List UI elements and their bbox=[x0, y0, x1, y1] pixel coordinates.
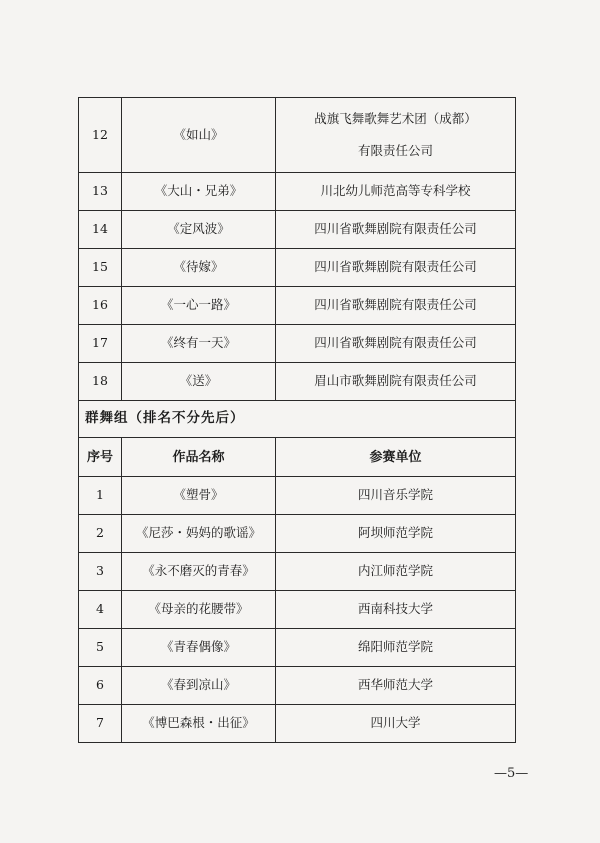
table-row bbox=[79, 667, 516, 705]
unit-line-2: 有限责任公司 bbox=[357, 143, 433, 158]
header-index: 序号 bbox=[79, 438, 122, 477]
participating-unit: 四川省歌舞剧院有限责任公司 bbox=[276, 325, 516, 363]
work-title: 《大山・兄弟》 bbox=[122, 173, 276, 211]
row-index: 4 bbox=[79, 591, 122, 629]
group-title-row bbox=[79, 401, 516, 438]
work-title: 《待嫁》 bbox=[122, 249, 276, 287]
row-index: 2 bbox=[79, 515, 122, 553]
participating-unit: 绵阳师范学院 bbox=[276, 629, 516, 667]
header-unit: 参赛单位 bbox=[276, 438, 516, 477]
work-title: 《母亲的花腰带》 bbox=[122, 591, 276, 629]
participating-unit: 四川省歌舞剧院有限责任公司 bbox=[276, 249, 516, 287]
work-title: 《定风波》 bbox=[122, 211, 276, 249]
row-index: 13 bbox=[79, 173, 122, 211]
table-row bbox=[79, 591, 516, 629]
row-index: 15 bbox=[79, 249, 122, 287]
header-work: 作品名称 bbox=[122, 438, 276, 477]
work-title: 《终有一天》 bbox=[122, 325, 276, 363]
row-index: 18 bbox=[79, 363, 122, 401]
table-row bbox=[79, 629, 516, 667]
participating-unit: 四川大学 bbox=[276, 705, 516, 743]
table-row bbox=[79, 211, 516, 249]
table-row bbox=[79, 287, 516, 325]
table-row bbox=[79, 553, 516, 591]
table-row bbox=[79, 477, 516, 515]
row-index: 3 bbox=[79, 553, 122, 591]
work-title: 《春到凉山》 bbox=[122, 667, 276, 705]
work-title: 《博巴森根・出征》 bbox=[122, 705, 276, 743]
table-row bbox=[79, 363, 516, 401]
participating-unit: 四川省歌舞剧院有限责任公司 bbox=[276, 211, 516, 249]
page-number: —5— bbox=[494, 766, 529, 781]
participating-unit: 内江师范学院 bbox=[276, 553, 516, 591]
work-title: 《一心一路》 bbox=[122, 287, 276, 325]
table-row bbox=[79, 98, 516, 173]
work-title: 《永不磨灭的青春》 bbox=[122, 553, 276, 591]
work-title: 《尼莎・妈妈的歌谣》 bbox=[122, 515, 276, 553]
work-title: 《塑骨》 bbox=[122, 477, 276, 515]
results-table bbox=[78, 97, 516, 743]
row-index: 5 bbox=[79, 629, 122, 667]
participating-unit: 四川省歌舞剧院有限责任公司 bbox=[276, 287, 516, 325]
row-index: 16 bbox=[79, 287, 122, 325]
table-row bbox=[79, 705, 516, 743]
participating-unit: 阿坝师范学院 bbox=[276, 515, 516, 553]
row-index: 17 bbox=[79, 325, 122, 363]
table-header-row bbox=[79, 438, 516, 477]
group-title: 群舞组（排名不分先后） bbox=[79, 401, 516, 438]
work-title: 《青春偶像》 bbox=[122, 629, 276, 667]
participating-unit: 西南科技大学 bbox=[276, 591, 516, 629]
table-row bbox=[79, 249, 516, 287]
row-index: 12 bbox=[79, 98, 122, 173]
participating-unit bbox=[276, 98, 516, 173]
row-index: 14 bbox=[79, 211, 122, 249]
row-index: 1 bbox=[79, 477, 122, 515]
work-title: 《如山》 bbox=[122, 98, 276, 173]
table-row bbox=[79, 325, 516, 363]
row-index: 6 bbox=[79, 667, 122, 705]
participating-unit: 西华师范大学 bbox=[276, 667, 516, 705]
participating-unit: 川北幼儿师范高等专科学校 bbox=[276, 173, 516, 211]
row-index: 7 bbox=[79, 705, 122, 743]
unit-line-1: 战旗飞舞歌舞艺术团（成都） bbox=[314, 110, 477, 126]
table-row bbox=[79, 173, 516, 211]
participating-unit: 四川音乐学院 bbox=[276, 477, 516, 515]
participating-unit: 眉山市歌舞剧院有限责任公司 bbox=[276, 363, 516, 401]
work-title: 《送》 bbox=[122, 363, 276, 401]
table-row bbox=[79, 515, 516, 553]
